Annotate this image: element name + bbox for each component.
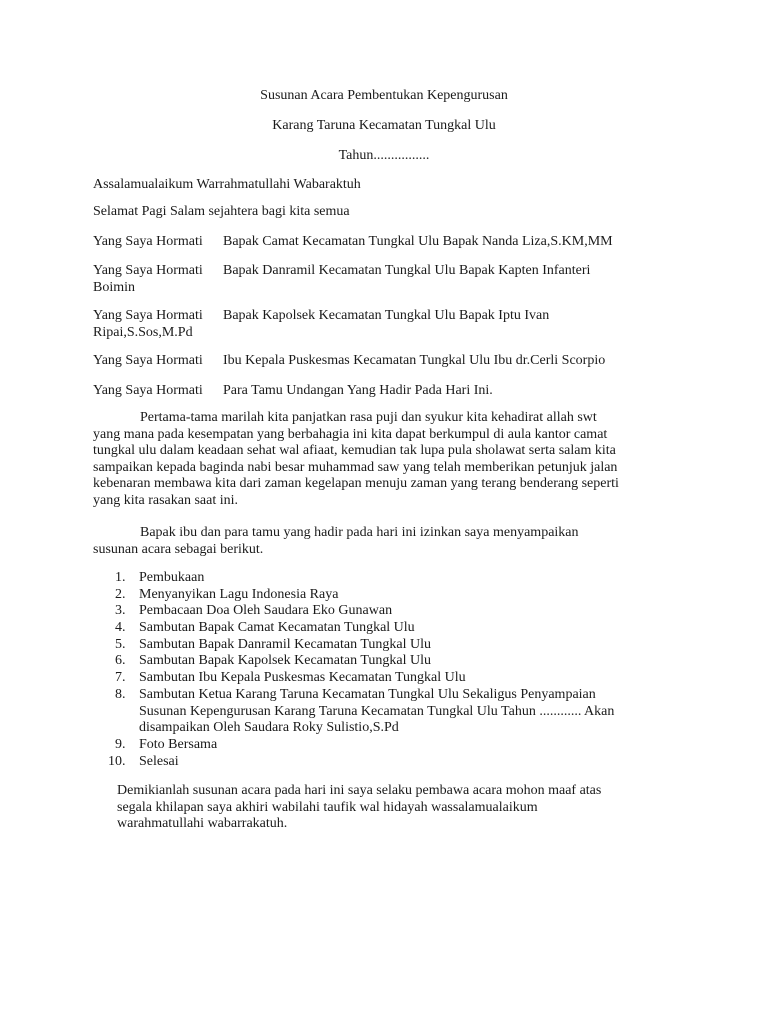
paragraph-line: Demikianlah susunan acara pada hari ini saya selaku pembawa acara mohon maaf atas [117, 783, 602, 798]
list-item: 1. Pembukaan [115, 570, 205, 585]
paragraph-line: yang kita rasakan saat ini. [93, 492, 239, 508]
hormat-label: Yang Saya Hormati [93, 383, 203, 398]
list-item: 4. Sambutan Bapak Camat Kecamatan Tungkal Ulu [115, 620, 415, 636]
list-item: 3. Pembacaan Doa Oleh Saudara Eko Gunawan [115, 603, 393, 619]
title-line-3: Tahun................ [338, 148, 430, 163]
hormat-name: Bapak Camat Kecamatan Tungkal Ulu Bapak Nanda Liza,S.KM,MM [223, 234, 613, 249]
hormat-item [93, 234, 683, 251]
list-item: 10. Selesai [108, 753, 179, 769]
hormat-item [93, 383, 683, 400]
paragraph-line: Pertama-tama marilah kita panjatkan rasa puji dan syukur kita kehadirat allah swt [140, 410, 597, 425]
paragraph-line: Bapak ibu dan para tamu yang hadir pada hari ini izinkan saya menyampaikan [140, 525, 579, 540]
paragraph-line: yang mana pada kesempatan yang berbahagia ini kita dapat berkumpul di aula kantor camat [93, 426, 608, 442]
hormat-item [93, 263, 683, 296]
hormat-label: Yang Saya Hormati [93, 263, 203, 278]
list-item-cont: disampaikan Oleh Saudara Roky Sulistio,S.Pd [139, 720, 399, 736]
hormat-name-cont: Ripai,S.Sos,M.Pd [93, 324, 193, 340]
hormat-item [93, 353, 683, 370]
paragraph-line: kebenaran membawa kita dari zaman kegelapan menuju zaman yang terang benderang seperti [93, 476, 619, 491]
list-item-cont: Susunan Kepengurusan Karang Taruna Kecamatan Tungkal Ulu Tahun ............ Akan [139, 703, 615, 719]
list-item: 5. Sambutan Bapak Danramil Kecamatan Tungkal Ulu [115, 636, 431, 652]
hormat-label: Yang Saya Hormati [93, 234, 203, 249]
list-item: 7. Sambutan Ibu Kepala Puskesmas Kecamatan Tungkal Ulu [115, 670, 466, 686]
title-line-1: Susunan Acara Pembentukan Kepengurusan [260, 88, 508, 103]
hormat-name: Bapak Kapolsek Kecamatan Tungkal Ulu Bapak Iptu Ivan [223, 308, 550, 323]
hormat-label: Yang Saya Hormati [93, 353, 203, 368]
hormat-name: Bapak Danramil Kecamatan Tungkal Ulu Bapak Kapten Infanteri [223, 263, 591, 278]
paragraph-line: susunan acara sebagai berikut. [93, 541, 264, 557]
paragraph-line: sampaikan kepada baginda nabi besar muhammad saw yang telah memberikan petunjuk jalan [93, 459, 618, 475]
hormat-name-cont: Boimin [93, 279, 136, 295]
paragraph-closing [117, 783, 697, 833]
list-item: 6. Sambutan Bapak Kapolsek Kecamatan Tungkal Ulu [115, 653, 432, 669]
paragraph-intro [93, 525, 683, 558]
title-line-2: Karang Taruna Kecamatan Tungkal Ulu [272, 118, 496, 133]
list-item: 8. Sambutan Ketua Karang Taruna Kecamatan Tungkal Ulu Sekaligus Penyampaian [115, 686, 596, 702]
hormat-name: Para Tamu Undangan Yang Hadir Pada Hari Ini. [223, 383, 493, 398]
paragraph-line: warahmatullahi wabarrakatuh. [117, 816, 288, 831]
paragraph-line: tungkal ulu dalam keadaan sehat wal afiaat, kemudian tak lupa pula sholawat serta salam kita [93, 443, 616, 458]
hormat-name: Ibu Kepala Puskesmas Kecamatan Tungkal Ulu Ibu dr.Cerli Scorpio [223, 353, 606, 368]
list-item: 2. Menyanyikan Lagu Indonesia Raya [115, 586, 339, 602]
paragraph-opening [93, 410, 683, 509]
list-item: 9. Foto Bersama [115, 736, 218, 752]
paragraph-line: segala khilapan saya akhiri wabilahi taufik wal hidayah wassalamualaikum [117, 799, 538, 815]
hormat-item [93, 308, 683, 341]
salam-opening: Assalamualaikum Warrahmatullahi Wabaraktuh [93, 177, 361, 192]
agenda-list [93, 570, 693, 770]
hormat-label: Yang Saya Hormati [93, 308, 203, 323]
greeting: Selamat Pagi Salam sejahtera bagi kita semua [93, 204, 350, 219]
